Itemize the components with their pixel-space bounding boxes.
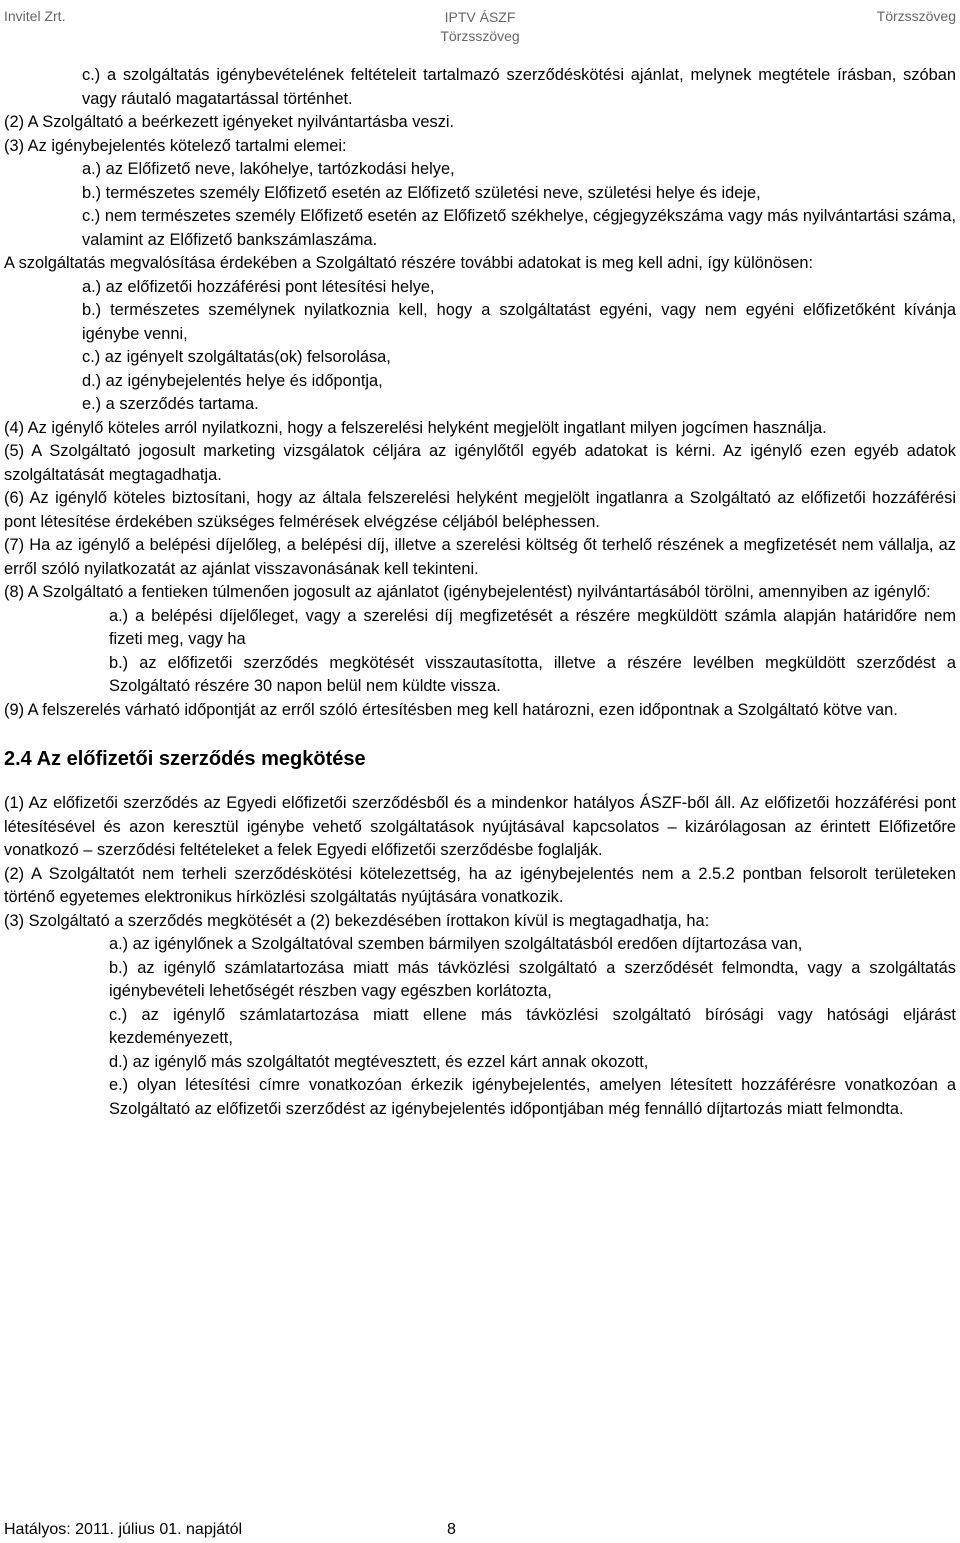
page-footer <box>4 1520 604 1540</box>
document-body <box>4 64 956 1121</box>
paragraph: (2) A Szolgáltató a beérkezett igényeket nyilvántartásba veszi. <box>4 113 455 131</box>
paragraph: (9) A felszerelés várható időpontját az erről szóló értesítésben meg kell határozni, ezen időpontnak a Szolgáltató kötve van. <box>4 700 898 719</box>
header-document-title <box>4 8 956 46</box>
paragraph: c.) nem természetes személy Előfizető esetén az Előfizető székhelye, cégjegyzékszáma vagy más nyilvántartási száma, valamint az Előfizető bankszámlaszáma. <box>82 207 956 249</box>
paragraph: a.) az igénylőnek a Szolgáltatóval szemben bármilyen szolgáltatásból eredően díjtartozása van, <box>109 935 803 953</box>
paragraph: b.) az igénylő számlatartozása miatt más távközlési szolgáltató a szerződését felmondta, vagy a szolgáltatás igénybevételi lehetőségét részben vagy egészben korlátozta, <box>109 958 956 1000</box>
page-number: 8 <box>447 1521 456 1538</box>
paragraph: c.) a szolgáltatás igénybevételének feltételeit tartalmazó szerződéskötési ajánlat, melynek megtétele írásban, szóban vagy ráutaló magatartással történhet. <box>82 66 956 108</box>
header-title-line2: Törzsszöveg <box>440 28 520 44</box>
paragraph: (1) Az előfizetői szerződés az Egyedi előfizetői szerződésből és a mindenkor hatályos ÁSZF-ből áll. Az előfizetői hozzáférési pont létesítésével és azon keresztül igénybe vehető szolgáltatások nyújtásával kapcsolatos – kizárólagosan az érintett Előfizetőre vonatkozó – szerződési feltételeket a felek Egyedi előfizetői szerződésbe foglalják. <box>4 794 956 859</box>
paragraph: (5) A Szolgáltató jogosult marketing vizsgálatok céljára az igénylőtől egyéb adatokat is kérni. Az igénylő ezen egyéb adatok szolgáltatását megtagadhatja. <box>4 442 956 484</box>
header-company: Invitel Zrt. <box>4 8 66 24</box>
paragraph: a.) a belépési díjelőleget, vagy a szerelési díj megfizetését a részére megküldött számla alapján határidőre nem fizeti meg, vagy ha <box>109 606 956 648</box>
paragraph: b.) természetes személy Előfizető esetén az Előfizető születési neve, születési helye és ideje, <box>82 183 761 202</box>
header-section-label: Törzsszöveg <box>876 8 956 24</box>
paragraph: (3) Az igénybejelentés kötelező tartalmi elemei: <box>4 136 347 155</box>
paragraph: (4) Az igénylő köteles arról nyilatkozni, hogy a felszerelési helyként megjelölt ingatlant milyen jogcímen használja. <box>4 418 827 437</box>
paragraph: a.) az Előfizető neve, lakóhelye, tartózkodási helye, <box>82 160 455 178</box>
paragraph: (7) Ha az igénylő a belépési díjelőleg, a belépési díj, illetve a szerelési költség őt terhelő részének a megfizetését nem vállalja, az erről szóló nyilatkozatát az ajánlat visszavonásának kell tekinteni. <box>4 536 956 578</box>
page-header <box>4 4 956 48</box>
paragraph: A szolgáltatás megvalósítása érdekében a Szolgáltató részére további adatokat is meg kell adni, így különösen: <box>4 254 814 272</box>
paragraph: d.) az igénybejelentés helye és időpontja, <box>82 371 383 390</box>
paragraph: a.) az előfizetői hozzáférési pont létesítési helye, <box>82 277 435 296</box>
paragraph: (8) A Szolgáltató a fentieken túlmenően jogosult az ajánlatot (igénybejelentést) nyilvántartásából törölni, amennyiben az igénylő: <box>4 583 931 601</box>
paragraph: d.) az igénylő más szolgáltatót megtévesztett, és ezzel kárt annak okozott, <box>109 1052 649 1071</box>
paragraphs-top <box>4 64 956 722</box>
paragraph: (3) Szolgáltató a szerződés megkötését a (2) bekezdésében írottakon kívül is megtagadhatja, ha: <box>4 911 710 930</box>
paragraph: b.) természetes személynek nyilatkoznia kell, hogy a szolgáltatást egyéni, vagy nem egyéni előfizetőként kívánja igénybe venni, <box>82 301 956 343</box>
section-heading: 2.4 Az előfizetői szerződés megkötése <box>4 748 366 770</box>
paragraph: c.) az igényelt szolgáltatás(ok) felsorolása, <box>82 348 391 366</box>
paragraph: e.) olyan létesítési címre vonatkozóan érkezik igénybejelentés, amelyen létesített hozzáférésre vonatkozóan a Szolgáltató az előfizetői szerződést az igénybejelentés időpontjában még fennálló díjtartozás miatt felmondta. <box>109 1076 956 1118</box>
header-title-line1: IPTV ÁSZF <box>444 9 516 25</box>
footer-effective-date: Hatályos: 2011. július 01. napjától <box>4 1521 243 1538</box>
paragraph: b.) az előfizetői szerződés megkötését visszautasította, illetve a részére levélben megküldött szerződést a Szolgáltató részére 30 napon belül nem küldte vissza. <box>109 653 956 695</box>
paragraph: (2) A Szolgáltatót nem terheli szerződéskötési kötelezettség, ha az igénybejelentés nem a 2.5.2 pontban felsorolt területeken történő egyetemes elektronikus hírközlési szolgáltatás nyújtására vonatkozik. <box>4 864 956 906</box>
paragraph: e.) a szerződés tartama. <box>82 395 259 413</box>
paragraphs-bottom <box>4 792 956 1121</box>
paragraph: c.) az igénylő számlatartozása miatt ellene más távközlési szolgáltató bírósági vagy hatósági eljárást kezdeményezett, <box>109 1005 956 1047</box>
paragraph: (6) Az igénylő köteles biztosítani, hogy az általa felszerelési helyként megjelölt ingatlanra a Szolgáltató az előfizetői hozzáférési pont létesítése érdekében szükséges felmérések elvégzése céljából beléphessen. <box>4 489 956 531</box>
